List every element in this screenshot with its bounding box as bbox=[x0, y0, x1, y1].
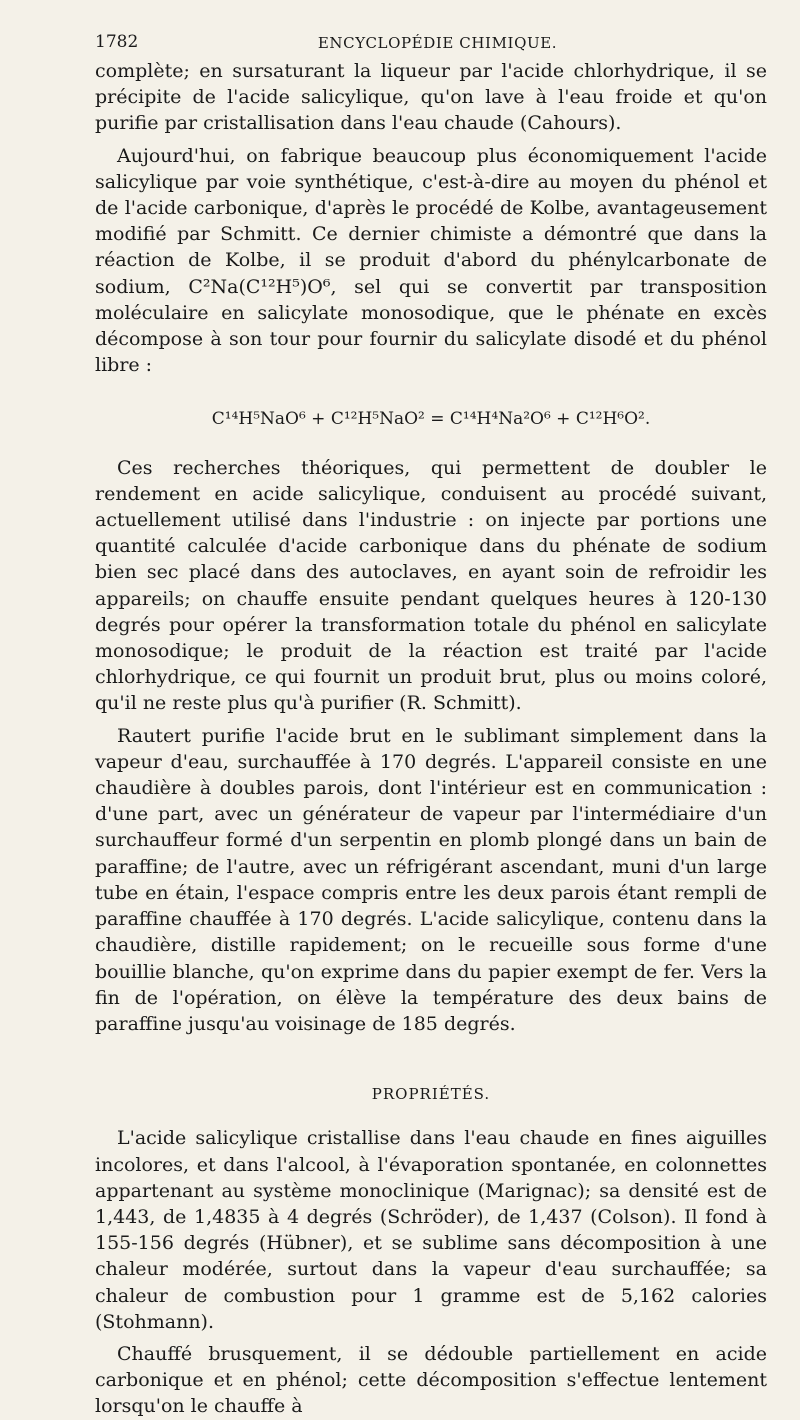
paragraph: Chauffé brusquement, il se dédouble partiellement en acide carbonique et en phénol; cette décomposition s'effectue lentement lorsqu'on le chauffe à bbox=[95, 1342, 767, 1418]
page-number: 1782 bbox=[95, 32, 139, 52]
paragraph: complète; en sursaturant la liqueur par l'acide chlorhydrique, il se précipite de l'acide salicylique, qu'on lave à l'eau froide et qu'on purifie par cristallisation dans l'eau chaude (Cahours). bbox=[95, 60, 767, 135]
chemical-equation: C¹⁴H⁵NaO⁶ + C¹²H⁵NaO² = C¹⁴H⁴Na²O⁶ + C¹²H⁶O². bbox=[211, 409, 651, 430]
paragraph: Aujourd'hui, on fabrique beaucoup plus économiquement l'acide salicylique par voie synthétique, c'est-à-dire au moyen du phénol et de l'acide carbonique, d'après le procédé de Kolbe, avantageusement modifié par Schmitt. Ce dernier chimiste a démontré que dans la réaction de Kolbe, il se produit d'abord du phénylcarbonate de sodium, C²Na(C¹²H⁵)O⁶, sel qui se convertit par transposition moléculaire en salicylate monosodique, que le phénate en excès décompose à son tour pour fournir du salicylate disodé et du phénol libre : bbox=[95, 144, 767, 377]
paragraph: Rautert purifie l'acide brut en le sublimant simplement dans la vapeur d'eau, surchauffée à 170 degrés. L'appareil consiste en une chaudière à doubles parois, dont l'intérieur est en communication : d'une part, avec un générateur de vapeur par l'intermédiaire d'un surchauffeur formé d'un serpentin en plomb plongé dans un bain de paraffine; de l'autre, avec un réfrigérant ascendant, muni d'un large tube en étain, l'espace compris entre les deux parois étant rempli de paraffine chauffée à 170 degrés. L'acide salicylique, contenu dans la chaudière, distille rapidement; on le recueille sous forme d'une bouillie blanche, qu'on exprime dans du papier exempt de fer. Vers la fin de l'opération, on élève la température des deux bains de paraffine jusqu'au voisinage de 185 degrés. bbox=[95, 724, 767, 1035]
section-heading: PROPRIÉTÉS. bbox=[371, 1085, 491, 1104]
page-body bbox=[95, 58, 767, 1420]
paragraph: L'acide salicylique cristallise dans l'eau chaude en fines aiguilles incolores, et dans l'alcool, à l'évaporation spontanée, en colonnettes appartenant au système monoclinique (Marignac); sa densité est de 1,443, de 1,4835 à 4 degrés (Schröder), de 1,437 (Colson). Il fond à 155-156 degrés (Hübner), et se sublime sans décomposition à une chaleur modérée, surtout dans la vapeur d'eau surchauffée; sa chaleur de combustion pour 1 gramme est de 5,162 calories (Stohmann). bbox=[95, 1127, 767, 1333]
paragraph: Ces recherches théoriques, qui permettent de doubler le rendement en acide salicylique, conduisent au procédé suivant, actuellement utilisé dans l'industrie : on injecte par portions une quantité calculée d'acide carbonique dans du phénate de sodium bien sec placé dans des autoclaves, en ayant soin de refroidir les appareils; on chauffe ensuite pendant quelques heures à 120-130 degrés pour opérer la transformation totale du phénol en salicylate monosodique; le produit de la réaction est traité par l'acide chlorhydrique, ce qui fournit un produit brut, plus ou moins coloré, qu'il ne reste plus qu'à purifier (R. Schmitt). bbox=[95, 456, 767, 715]
page-header bbox=[95, 32, 780, 56]
running-title: ENCYCLOPÉDIE CHIMIQUE. bbox=[317, 34, 558, 52]
